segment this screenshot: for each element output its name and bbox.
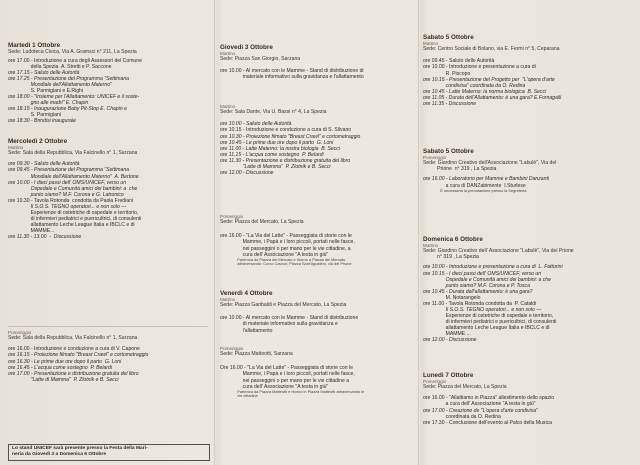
schedule-line: a cura di DANZabimente I.Sturlese bbox=[423, 182, 526, 189]
venue: Sede: Piazza Matteotti, Sarzana bbox=[220, 351, 293, 358]
session-label: Pomeriggio bbox=[423, 379, 447, 384]
schedule-line: ore 10.45 - Latte Materno: la norma biologica B. Secci bbox=[423, 88, 547, 95]
schedule-line: ore 17.30 - Conclusione dell'evento al Palco della Musica bbox=[423, 419, 552, 426]
schedule-line: R. Piscopo bbox=[423, 70, 471, 77]
schedule-line: ore 10.45 - Durata dell'allattamento: è una gara? bbox=[423, 288, 533, 295]
schedule-line: MAMME... bbox=[8, 227, 55, 234]
schedule-line: ore 16.15 - Proiezione filmato "Breast Crawl" e cortometraggio bbox=[8, 352, 149, 359]
schedule-line: ore 09.45 - Saluto delle Autorità bbox=[423, 58, 495, 65]
schedule-line: ore 16.00 - "La Via del Latte" - Passeggiata di storie con le bbox=[220, 233, 352, 240]
schedule-line: ore 17.15 - Saluto delle Autorità bbox=[8, 70, 80, 77]
schedule-line: Mamme, i Papà e i loro piccoli, portati nelle fasce, bbox=[220, 371, 355, 378]
column-left bbox=[8, 0, 213, 465]
venue: Sede: Sala Dante, Via U. Bassi n° 4, La Spezia bbox=[220, 109, 327, 116]
day-heading: Martedì 1 Ottobre bbox=[8, 42, 61, 49]
unicef-notice-box bbox=[8, 444, 210, 461]
session-label: Mattino bbox=[220, 51, 236, 56]
day-giovedi-sala-dante bbox=[220, 104, 415, 176]
schedule-line: ore 11.00 - Tavola Rotonda condotta da P. Cataldi bbox=[423, 300, 537, 307]
venue: Sede: Giardino Creativo dell'Associazione "Labulè", Via del bbox=[423, 160, 557, 167]
schedule-line: Ospedale e Comunità amici dei bambini: a che bbox=[8, 185, 138, 192]
venue: Sede: Giardino Creativo dell' Associazione "Labulè", Via del Prione bbox=[423, 248, 574, 255]
fold-line-right bbox=[418, 0, 419, 465]
day-venerdi-mattino bbox=[220, 290, 415, 334]
session-label: Pomeriggio bbox=[8, 330, 32, 335]
day-heading: Sabato 5 Ottobre bbox=[423, 34, 474, 41]
schedule-line: ore 11.30 - Presentazione e distribuzione gratuita del libro bbox=[220, 157, 351, 164]
schedule-line: della Spezia A. Stretti e P. Saccone bbox=[8, 64, 112, 71]
schedule-line: Prione n° 319 , La Spezia bbox=[423, 166, 497, 173]
day-domenica bbox=[423, 236, 638, 343]
schedule-line: ore 18.30 - Brindisi inaugurale bbox=[8, 118, 76, 125]
schedule-line: S. Parmigiani bbox=[8, 112, 61, 119]
schedule-line: ore 10.15 - Introduzione e conduzione a cura di S. Silvano bbox=[220, 127, 352, 134]
schedule-line: Mondiale dell'Allattamento Materno" A. Bertone bbox=[8, 173, 139, 180]
schedule-line: ore 18.00 - "Insieme per l'Allattamento: UNICEF e il soste- bbox=[8, 94, 140, 101]
schedule-line: ore 10.00 - Al mercato con le Mamme - Stand di distribuzione bbox=[220, 315, 359, 322]
schedule-line: di infermieri pediatrici e puericultrici, di consulenti bbox=[8, 215, 142, 222]
day-heading: Lunedì 7 Ottobre bbox=[423, 372, 474, 379]
session-label: Mattino bbox=[423, 41, 439, 46]
day-sabato-mattino bbox=[423, 34, 638, 107]
session-label: Mattino bbox=[8, 145, 24, 150]
day-mercoledi-pomeriggio bbox=[8, 330, 213, 383]
column-right bbox=[423, 0, 638, 465]
schedule-line: ore 10.30 - Tavola Rotonda condotta da Paola Frediani bbox=[8, 197, 134, 204]
schedule-line: nei passeggini o per mano per le vie cittadine, a bbox=[220, 245, 351, 252]
schedule-line: ore 09.45 - Presentazione del Programma "Settimana bbox=[8, 167, 130, 174]
schedule-line: ore 17.00 - Presentazione e distribuzione gratuita del libro bbox=[8, 370, 139, 377]
schedule-line: Esperienze di ostetriche di ospedale e territorio, bbox=[8, 209, 139, 216]
venue: Sede: Piazza del Mercato, La Spezia bbox=[423, 384, 507, 391]
schedule-line: allattamento Leche League Italia e IBCLC e di bbox=[8, 221, 135, 228]
booking-note: È necessaria la prenotazione presso la Segreteria bbox=[423, 187, 527, 193]
schedule-line: ore 17.00 - Creazione de "L'opera d'arte condivisa" bbox=[423, 407, 538, 414]
schedule-line: Mondiale dell'Allattamento Materno" bbox=[8, 82, 112, 89]
route-note: vie cittadine bbox=[220, 393, 258, 399]
schedule-line: ore 12.00 - Discussione bbox=[220, 169, 274, 176]
schedule-line: ore 17.25 - Presentazione del Programma "Settimana bbox=[8, 76, 130, 83]
schedule-line: materiale informativo sulla gravidanza e l'allattamento bbox=[220, 74, 364, 81]
schedule-line: a cura dell' Associazione "A testa in giù" bbox=[423, 401, 536, 408]
schedule-line: Il S.O.S. TEGNO operatori... e non solo --- bbox=[8, 203, 127, 210]
venue: Sede: Sala della Repubblica, Via Falcinello n° 1, Sarzana bbox=[8, 150, 138, 157]
day-lunedi bbox=[423, 372, 638, 426]
session-label: Mattino bbox=[423, 243, 439, 248]
schedule-line: ore 16.00 - "Allattiamo in Piazza" allestimento dello spazio bbox=[423, 395, 555, 402]
day-heading: Domenica 6 Ottobre bbox=[423, 236, 483, 243]
day-giovedi-mercato bbox=[220, 44, 415, 81]
schedule-line: Ore 16.00 - "La Via del Latte" - Passeggiata di storie con le bbox=[220, 365, 353, 372]
notice-line: Lo stand UNICEF sarà presente presso la Festa della Mari- bbox=[12, 446, 148, 451]
session-label: Pomeriggio bbox=[220, 214, 244, 219]
schedule-line: di materiale informativo sulla gravidanza e bbox=[220, 321, 338, 328]
schedule-line: ore 11.30 - 13.00 - Discussione bbox=[8, 233, 82, 240]
route-note: attraversando: Corso Cavour, Piazza Sant'Agostino, via del Prione bbox=[220, 261, 352, 267]
schedule-line: ore 11.05 - Durata dell'Allattamento: è una gara? E.Fornagalli bbox=[423, 94, 562, 101]
venue: Sede: Piazza San Giorgio, Sarzana bbox=[220, 56, 301, 63]
schedule-line: condivisa" coordinata da O. Redina bbox=[423, 82, 526, 89]
schedule-line: Ospedale e Comunità amici dei bambini: a che bbox=[423, 276, 551, 283]
schedule-line: allattamento Leche League Italia e IBCLC e di bbox=[423, 324, 550, 331]
schedule-line: cura dell' Associazione "A testa in giù" bbox=[220, 251, 329, 258]
schedule-line: ore 10.00 - Introduzione e presentazione a cura di bbox=[423, 64, 536, 71]
schedule-line: MAMME ... bbox=[423, 330, 471, 337]
schedule-line: ore 10.15 - I dieci passi dell' OMS/UNICEF, verso un bbox=[423, 270, 542, 277]
day-heading: Sabato 5 Ottobre bbox=[423, 148, 474, 155]
session-label: Mattino bbox=[220, 297, 236, 302]
route-note: Partenza da Piazza Matteotti e ritorno in Piazza Matteotti attraversando le bbox=[220, 388, 365, 394]
schedule-line: Esperienze di ostetriche di ospedale e territorio, bbox=[423, 312, 554, 319]
schedule-line: "Latte di Mamma" P. Zlotnik e B. Secci bbox=[8, 376, 119, 383]
schedule-line: Il S.O.S. TEGNO operatori... e non solo --- bbox=[423, 306, 542, 313]
schedule-line: ore 16.00 - Introduzione e conduzione a cura di V. Capone bbox=[8, 346, 140, 353]
schedule-line: ore 11.15 - L'acqua come sostegno P. Belardi bbox=[220, 151, 324, 158]
day-giovedi-pomeriggio bbox=[220, 214, 415, 267]
schedule-line: "Latte di Mamma" P. Zlotnik e B. Secci bbox=[220, 163, 331, 170]
schedule-line: ore 09.30 - Saluto delle Autorità bbox=[8, 161, 80, 168]
schedule-line: ore 10.00 - Saluto delle Autorità bbox=[220, 121, 292, 128]
day-venerdi-pomeriggio bbox=[220, 346, 415, 399]
schedule-line: l'allattamento bbox=[220, 327, 273, 334]
schedule-line: ore 10.00 - Al mercato con le Mamme - Stand di distribuzione di bbox=[220, 68, 364, 75]
schedule-line: M. Notarangelo bbox=[423, 294, 481, 301]
venue: Sede: Centro Sociale di Bolano, via E. Fermi n° 5, Ceparana bbox=[423, 46, 560, 53]
schedule-line: ore 16.45 - L'acqua come sostegno P. Belardi bbox=[8, 364, 112, 371]
day-heading: Mercoledì 2 Ottobre bbox=[8, 138, 68, 145]
session-label: Mattino bbox=[220, 104, 236, 109]
fold-line-left bbox=[214, 0, 215, 465]
day-sabato-pomeriggio bbox=[423, 148, 638, 193]
notice-line: neria da Giovedì 3 a Domenica 6 Ottobre bbox=[12, 452, 107, 457]
divider bbox=[8, 326, 208, 327]
schedule-line: S. Parmigiani e E.Righi bbox=[8, 88, 84, 95]
schedule-line: n° 319 , La Spezia bbox=[423, 254, 479, 261]
venue: Sede: Piazza Garibaldi e Piazza del Mercato, La Spezia bbox=[220, 302, 347, 309]
schedule-line: punto siamo? M.F. Corona e P. Tosca bbox=[423, 282, 530, 289]
schedule-line: ore 10.00 - Introduzione e presentazione a cura di L. Fattorini bbox=[423, 264, 563, 271]
schedule-line: punto siamo? M.F. Corona e G. Latronico bbox=[8, 191, 124, 198]
schedule-line: ore 16.00 - Laboratorio per Mamme e Bambini Danzanti bbox=[423, 176, 549, 183]
schedule-line: ore 10.00 - I dieci passi dell' OMS/UNICEF, verso un bbox=[8, 179, 127, 186]
column-middle bbox=[220, 0, 415, 465]
schedule-line: ore 16.30 - Le prime due ore dopo il parto G. Loni bbox=[8, 358, 122, 365]
venue: Sede: Piazza del Mercato, La Spezia bbox=[220, 219, 304, 226]
venue: Sede: Sala della Repubblica, Via Falcinello n° 1, Sarzana bbox=[8, 335, 138, 342]
schedule-line: ore 10.45 - Le prime due ore dopo il parto G. Loni bbox=[220, 139, 334, 146]
route-note: Partenza da Piazza del Mercato e ritorno a Piazza del Mercato bbox=[220, 256, 346, 262]
day-heading: Giovedì 3 Ottobre bbox=[220, 44, 273, 51]
day-heading: Venerdì 4 Ottobre bbox=[220, 290, 273, 297]
schedule-line: di infermieri pediatrici e puericultrici, di consulenti bbox=[423, 318, 557, 325]
day-mercoledi-mattino bbox=[8, 138, 213, 240]
session-label: Pomeriggio bbox=[423, 155, 447, 160]
schedule-line: cura dell' Associazione "A testa in giù" bbox=[220, 383, 329, 390]
schedule-line: gno alle madri" E. Chapin bbox=[8, 100, 89, 107]
schedule-line: ore 10.15 - Presentazione del Progetto per "L'opera d'arte bbox=[423, 76, 555, 83]
schedule-line: ore 18.15 - Inaugurazione Baby Pit-Stop E. Chapin e bbox=[8, 106, 127, 113]
session-label: Pomeriggio bbox=[220, 346, 244, 351]
schedule-line: ore 10.30 - Proiezione filmato "Breast Crawl" e cortometraggio bbox=[220, 133, 361, 140]
schedule-line: ore 11.35 - Discussione bbox=[423, 100, 477, 107]
day-martedi bbox=[8, 42, 213, 125]
schedule-line: ore 12.00 - Discussione bbox=[423, 337, 477, 344]
schedule-line: ore 17.00 - Introduzione a cura degli Assessori del Comune bbox=[8, 58, 142, 64]
schedule-line: ore 11.00 - Latte Materno: la nostra biologia B. Secci bbox=[220, 145, 340, 152]
schedule-line: coordinata da O. Redina bbox=[423, 413, 501, 420]
schedule-line: Mamme, i Papà e i loro piccoli, portati nelle fasce, bbox=[220, 239, 355, 246]
schedule-line: nei passeggini o per mano per le vie cittadine a bbox=[220, 377, 350, 384]
venue: Sede: Ludoteca Civica, Via A. Gramsci n° 211, La Spezia bbox=[8, 49, 137, 55]
